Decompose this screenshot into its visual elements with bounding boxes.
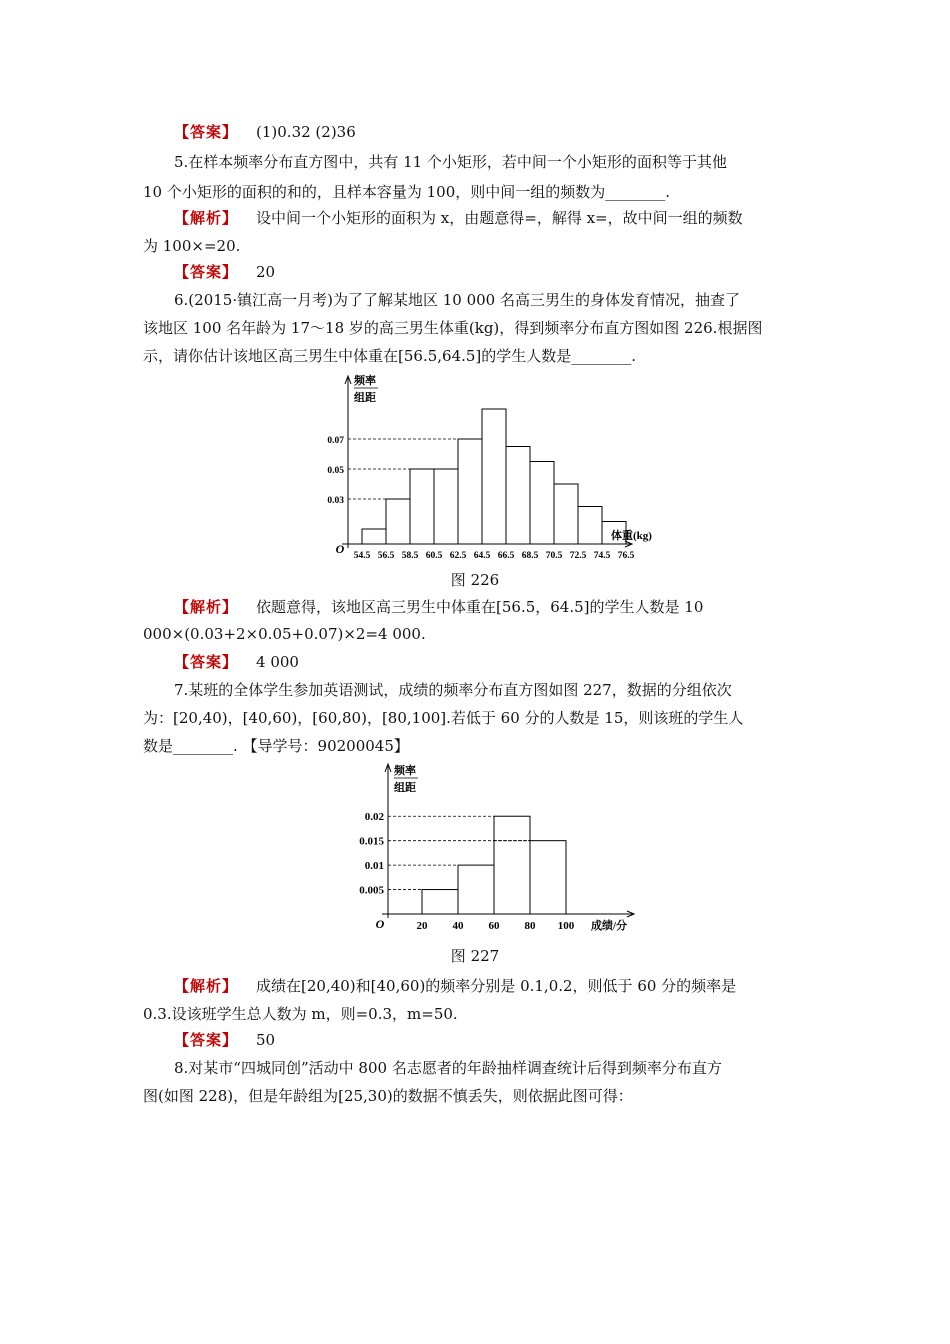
question-7-line-2: 为：[20,40)，[40,60)，[60,80)，[80,100].若低于 60 分的人数是 15，则该班的学生人 <box>143 709 744 727</box>
question-5-line-1: 5.在样本频率分布直方图中，共有 11 个小矩形，若中间一个小矩形的面积等于其他 <box>174 153 727 171</box>
question-8-line-1: 8.对某市“四城同创”活动中 800 名志愿者的年龄抽样调查统计后得到频率分布直方 <box>174 1059 722 1077</box>
analysis-7-line-1 <box>174 976 844 996</box>
histogram-bar <box>494 816 530 914</box>
analysis-text: 设中间一个小矩形的面积为 x，由题意得=，解得 x=，故中间一组的频数 <box>256 209 743 227</box>
question-7-line-3: 数是________. 【导学号：90200045】 <box>143 737 409 755</box>
histogram-bar <box>410 469 434 544</box>
analysis-6-line-1 <box>174 597 844 617</box>
x-tick-label: 64.5 <box>473 551 491 561</box>
figure-227-caption: 图 227 <box>450 947 500 965</box>
x-tick-label: 58.5 <box>401 551 419 561</box>
x-tick-label: 74.5 <box>593 551 611 561</box>
histogram-bar <box>530 841 566 914</box>
analysis-6-line-2: 000×(0.03+2×0.05+0.07)×2=4 000. <box>143 625 426 643</box>
y-tick-label: 0.015 <box>359 835 384 848</box>
x-tick-label: 40 <box>452 920 464 932</box>
answer-text: 50 <box>256 1031 276 1049</box>
question-6-line-3: 示，请你估计该地区高三男生中体重在[56.5,64.5]的学生人数是________. <box>143 347 637 365</box>
x-tick-label: 80 <box>524 920 536 932</box>
question-6-line-1: 6.(2015·镇江高一月考)为了了解某地区 10 000 名高三男生的身体发育情况，抽查了 <box>174 291 740 309</box>
y-axis-label-top: 频率 <box>354 375 376 387</box>
x-tick-label: 62.5 <box>449 551 467 561</box>
question-6-line-2: 该地区 100 名年龄为 17～18 岁的高三男生体重(kg)，得到频率分布直方图如图 226.根据图 <box>143 319 763 337</box>
x-tick-label: 76.5 <box>617 551 635 561</box>
x-axis-label: 成绩/分 <box>591 920 628 932</box>
histogram-bar <box>530 462 554 545</box>
histogram-bar <box>386 499 410 544</box>
x-tick-label: 68.5 <box>521 551 539 561</box>
answer-text: 20 <box>256 263 276 281</box>
x-tick-label: 72.5 <box>569 551 587 561</box>
question-8-line-2: 图(如图 228)，但是年龄组为[25,30)的数据不慎丢失，则依据此图可得： <box>143 1087 633 1105</box>
analysis-text: 成绩在[20,40)和[40,60)的频率分别是 0.1,0.2，则低于 60 分的频率是 <box>256 977 737 995</box>
y-tick-label: 0.01 <box>364 860 384 873</box>
x-tick-label: 20 <box>416 920 428 932</box>
question-7-line-1: 7.某班的全体学生参加英语测试，成绩的频率分布直方图如图 227，数据的分组依次 <box>174 681 732 699</box>
y-tick-label: 0.03 <box>327 496 344 506</box>
x-tick-label: 60.5 <box>425 551 443 561</box>
histogram-bar <box>434 469 458 544</box>
answer-line-6 <box>174 652 844 672</box>
x-tick-label: 100 <box>557 920 575 932</box>
x-tick-label: 70.5 <box>545 551 563 561</box>
histogram-bar <box>362 529 386 544</box>
y-axis-label-bottom: 组距 <box>394 782 416 794</box>
y-tick-label: 0.05 <box>327 466 344 476</box>
x-tick-label: 56.5 <box>377 551 395 561</box>
analysis-text: 依题意得，该地区高三男生中体重在[56.5，64.5]的学生人数是 10 <box>256 598 704 616</box>
histogram-bar <box>422 890 458 914</box>
answer-text: (1)0.32 (2)36 <box>256 123 356 141</box>
analysis-5-line-2: 为 100×=20. <box>143 237 241 255</box>
origin-label: O <box>375 917 385 931</box>
x-tick-label: 60 <box>488 920 500 932</box>
y-axis-label-top: 频率 <box>394 765 416 777</box>
histogram-bar <box>458 865 494 914</box>
histogram-figure-227 <box>338 760 648 940</box>
answer-tag: 【答案】 <box>174 1031 239 1049</box>
histogram-bar <box>578 507 602 545</box>
analysis-7-line-2: 0.3.设该班学生总人数为 m，则=0.3，m=50. <box>143 1005 458 1023</box>
x-tick-label: 54.5 <box>353 551 371 561</box>
analysis-5-line-1 <box>174 208 844 228</box>
x-tick-label: 66.5 <box>497 551 515 561</box>
answer-line-5 <box>174 262 844 282</box>
y-axis-label-bottom: 组距 <box>354 392 376 404</box>
histogram-bar <box>506 447 530 545</box>
y-tick-label: 0.02 <box>364 811 384 824</box>
origin-label: O <box>335 542 345 556</box>
histogram-figure-226 <box>318 372 668 568</box>
histogram-bar <box>458 439 482 544</box>
histogram-bar <box>482 409 506 544</box>
answer-tag: 【答案】 <box>174 263 239 281</box>
answer-tag: 【答案】 <box>174 653 239 671</box>
analysis-tag: 【解析】 <box>174 977 239 995</box>
question-5-line-2: 10 个小矩形的面积的和的，且样本容量为 100，则中间一组的频数为________. <box>143 183 671 201</box>
answer-line-7 <box>174 1030 844 1050</box>
x-axis-label: 体重(kg) <box>611 530 652 542</box>
figure-226-caption: 图 226 <box>450 571 500 589</box>
y-tick-label: 0.07 <box>327 436 344 446</box>
answer-text: 4 000 <box>256 653 299 671</box>
analysis-tag: 【解析】 <box>174 598 239 616</box>
answer-tag: 【答案】 <box>174 123 239 141</box>
answer-line-4 <box>174 122 844 142</box>
y-tick-label: 0.005 <box>359 884 384 897</box>
histogram-bar <box>554 484 578 544</box>
analysis-tag: 【解析】 <box>174 209 239 227</box>
